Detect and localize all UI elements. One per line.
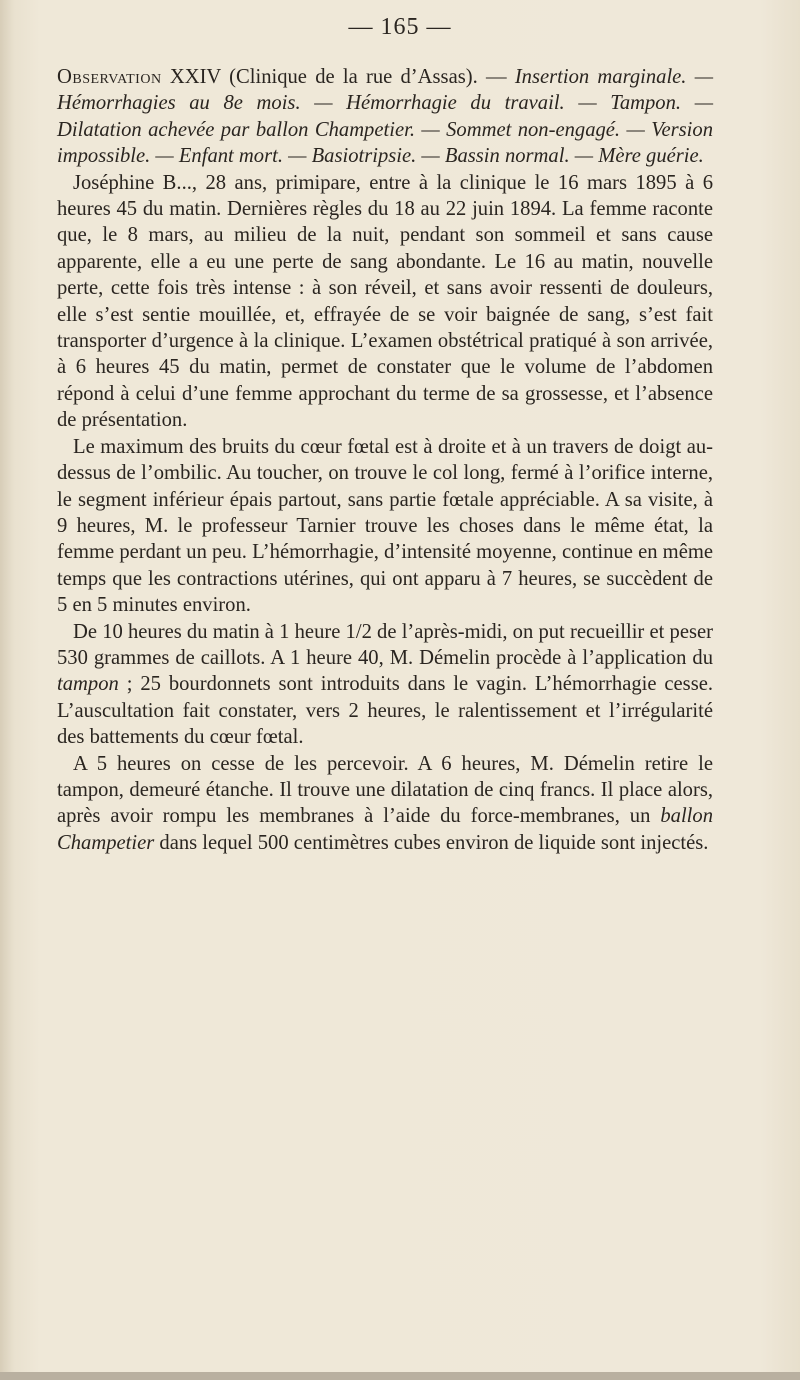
paragraph-2 [57,434,713,619]
paragraph-1-text: Joséphine B..., 28 ans, primipare, entre à la clinique le 16 mars 1895 à 6 heures 45 du matin. Dernières règles du 18 au 22 juin 1894. La femme raconte que, le 8 mars, au milieu de la nuit, pendant son sommeil et sans cause apparente, elle a eu une perte de sang abondante. Le 16 au matin, nouvelle perte, cette fois très intense : à son réveil, et sans avoir ressenti de douleurs, elle s’est sentie mouillée, et, effrayée de se voir baignée de sang, s’est fait transporter d’urgence à la clinique. L’examen obstétrical pratiqué à son arrivée, à 6 heures 45 du matin, permet de constater que le volume de l’abdomen répond à celui d’une femme approchant du terme de sa grossesse, et l’absence de présentation. [57,171,713,432]
observation-label: Observation [57,66,162,88]
observation-heading [57,64,713,170]
paragraph-3-text-b: ; 25 bourdonnets sont introduits dans le vagin. L’hémorrhagie cesse. L’auscultation fait constater, vers 2 heures, le ralentissement et l’irrégularité des battements du cœur fœtal. [57,673,713,749]
paragraph-4-italic: ballon Champetier [57,805,713,854]
page-number: — 165 — [348,14,452,40]
page-bottom-edge [0,1372,800,1380]
paragraph-4-text-a: A 5 heures on cesse de les percevoir. A 6 heures, M. Démelin retire le tampon, demeuré étanche. Il trouve une dilatation de cinq francs. Il place alors, après avoir rompu les membranes à l’aide du force-membranes, un [57,752,713,828]
paragraph-4 [57,751,713,857]
paragraph-3 [57,619,713,751]
observation-keywords: Insertion marginale. — Hémorrhagies au 8e mois. — Hémorrhagie du travail. — Tampon. — Dilatation achevée par ballon Champetier. — Sommet non-engagé. — Version impossible. — Enfant mort. — Basiotripsie. — Bassin normal. — Mère guérie. [57,66,714,168]
observation-heading-text: XXIV (Clinique de la rue d’Assas). — [161,66,515,88]
paragraph-3-italic: tampon [57,673,119,696]
paragraph-1 [57,170,713,434]
paragraph-4-text-b: dans lequel 500 centimètres cubes environ de liquide sont injectés. [154,831,709,854]
body-text [57,64,713,856]
paragraph-3-text-a: De 10 heures du matin à 1 heure 1/2 de l’après-midi, on put recueillir et peser 530 grammes de caillots. A 1 heure 40, M. Démelin procède à l’application du [57,620,713,669]
paragraph-2-text: Le maximum des bruits du cœur fœtal est à droite et à un travers de doigt au-dessus de l’ombilic. Au toucher, on trouve le col long, fermé à l’orifice interne, le segment inférieur épais partout, sans partie fœtale appréciable. A sa visite, à 9 heures, M. le professeur Tarnier trouve les choses dans le même état, la femme perdant un peu. L’hémorrhagie, d’intensité moyenne, continue en même temps que les contractions utérines, qui ont apparu à 7 heures, se succèdent de 5 en 5 minutes environ. [57,435,713,617]
